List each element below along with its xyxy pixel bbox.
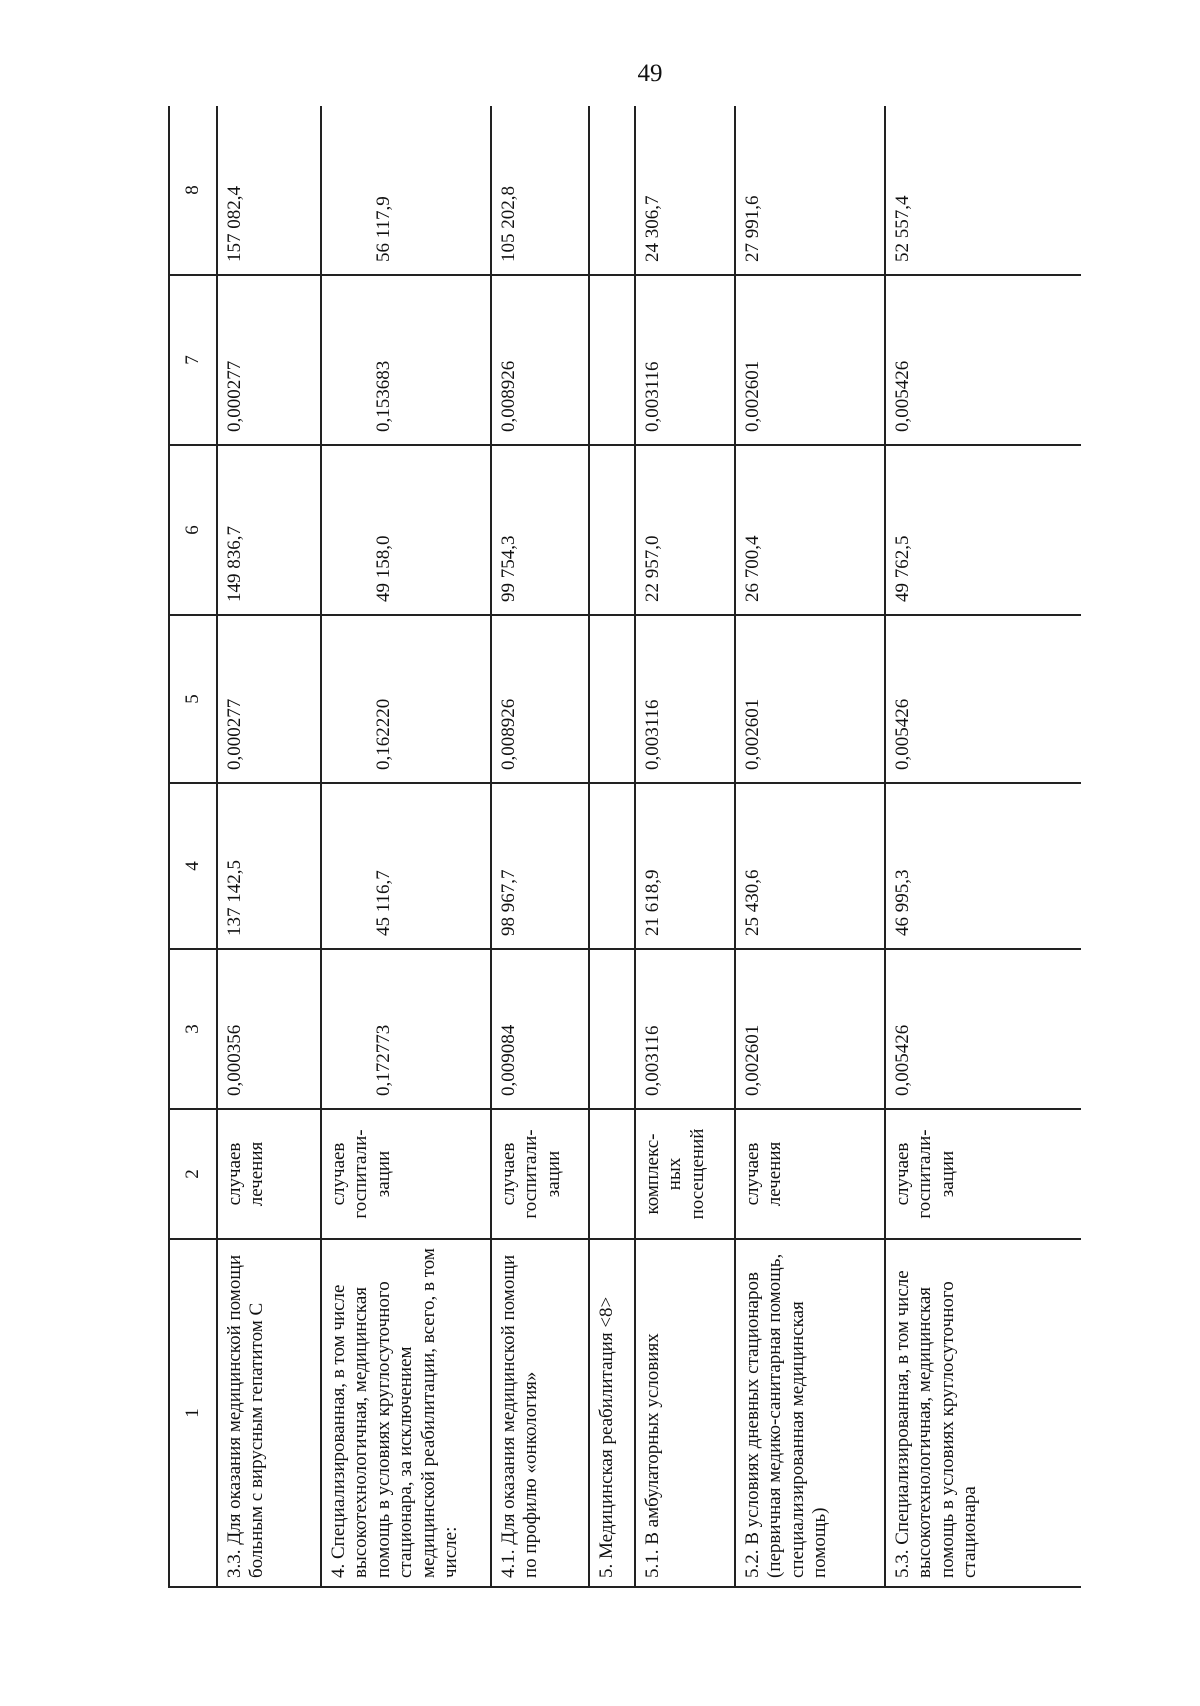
table-row <box>217 106 321 1587</box>
value-cell: 0,005426 <box>892 698 913 770</box>
rotated-table-container <box>168 106 1081 1588</box>
header-cell: 8 <box>169 106 217 275</box>
header-cell: 7 <box>169 275 217 445</box>
value-cell: 24 306,7 <box>642 195 663 262</box>
value-cell: 0,003116 <box>642 1025 663 1096</box>
value-cell: 99 754,3 <box>498 535 519 602</box>
table-row <box>321 106 491 1587</box>
value-cell: 0,002601 <box>742 698 763 770</box>
value-cell: 0,002601 <box>742 1024 763 1096</box>
row-label: 5.2. В условиях дневных стационаров (первичная медико-санитарная помощь, специализированная медицинская помощь) <box>742 1253 831 1578</box>
value-cell: 0,003116 <box>642 699 663 770</box>
unit-cell: случаев лечения <box>742 1141 786 1207</box>
value-cell: 21 618,9 <box>642 869 663 936</box>
value-cell: 0,000277 <box>224 360 245 432</box>
value-cell: 0,153683 <box>372 360 394 432</box>
value-cell: 0,000277 <box>224 698 245 770</box>
row-label: 3.3. Для оказания медицинской помощи больным с вирусным гепатитом С <box>224 1254 268 1578</box>
value-cell: 157 082,4 <box>224 186 245 262</box>
table-row <box>589 106 635 1587</box>
header-cell: 2 <box>169 1109 217 1239</box>
value-cell: 0,162220 <box>372 698 394 770</box>
value-cell: 0,008926 <box>498 698 519 770</box>
value-cell: 0,003116 <box>642 361 663 432</box>
value-cell: 49 158,0 <box>372 535 394 602</box>
header-cell: 3 <box>169 949 217 1109</box>
value-cell: 49 762,5 <box>892 535 913 602</box>
data-table-frame <box>168 106 1081 1588</box>
page-number: 49 <box>637 60 663 87</box>
table-header-row <box>169 106 217 1587</box>
unit-cell: случаев госпитали- зации <box>328 1129 394 1219</box>
row-label: 5. Медицинская реабилитация <8> <box>596 1296 617 1578</box>
unit-cell: случаев госпитали- зации <box>892 1129 958 1219</box>
table-row <box>885 106 1081 1587</box>
unit-cell: комплекс- ных посещений <box>642 1128 708 1220</box>
value-cell: 46 995,3 <box>892 869 913 936</box>
value-cell: 25 430,6 <box>742 869 763 936</box>
value-cell: 0,005426 <box>892 360 913 432</box>
header-cell: 4 <box>169 783 217 949</box>
row-label: 4.1. Для оказания медицинской помощи по профилю «онкология» <box>498 1254 542 1578</box>
unit-cell: случаев лечения <box>224 1141 268 1207</box>
value-cell: 149 836,7 <box>224 526 245 602</box>
row-label: 5.1. В амбулаторных условиях <box>642 1333 663 1578</box>
value-cell: 45 116,7 <box>372 870 394 936</box>
unit-cell: случаев госпитали- зации <box>498 1129 564 1219</box>
value-cell: 98 967,7 <box>498 869 519 936</box>
value-cell: 0,002601 <box>742 360 763 432</box>
table-row <box>491 106 589 1587</box>
data-table <box>168 106 1081 1588</box>
value-cell: 0,000356 <box>224 1024 245 1096</box>
table-row <box>635 106 735 1587</box>
value-cell: 105 202,8 <box>498 186 519 262</box>
row-label: 4. Специализированная, в том числе высокотехнологичная, медицинская помощь в условиях круглосуточного стационара, за исключением медицинской реабилитации, всего, в том числе: <box>328 1248 462 1578</box>
value-cell: 0,172773 <box>372 1024 394 1096</box>
header-cell: 6 <box>169 445 217 615</box>
value-cell: 0,008926 <box>498 360 519 432</box>
value-cell: 26 700,4 <box>742 535 763 602</box>
value-cell: 52 557,4 <box>892 195 913 262</box>
table-row <box>735 106 885 1587</box>
header-cell: 1 <box>169 1239 217 1587</box>
header-cell: 5 <box>169 615 217 783</box>
value-cell: 22 957,0 <box>642 535 663 602</box>
value-cell: 27 991,6 <box>742 195 763 262</box>
value-cell: 56 117,9 <box>372 196 394 262</box>
value-cell: 0,005426 <box>892 1024 913 1096</box>
value-cell: 0,009084 <box>498 1024 519 1096</box>
value-cell: 137 142,5 <box>224 860 245 936</box>
row-label: 5.3. Специализированная, в том числе высокотехнологичная, медицинская помощь в условиях круглосуточного стационара <box>892 1270 981 1578</box>
